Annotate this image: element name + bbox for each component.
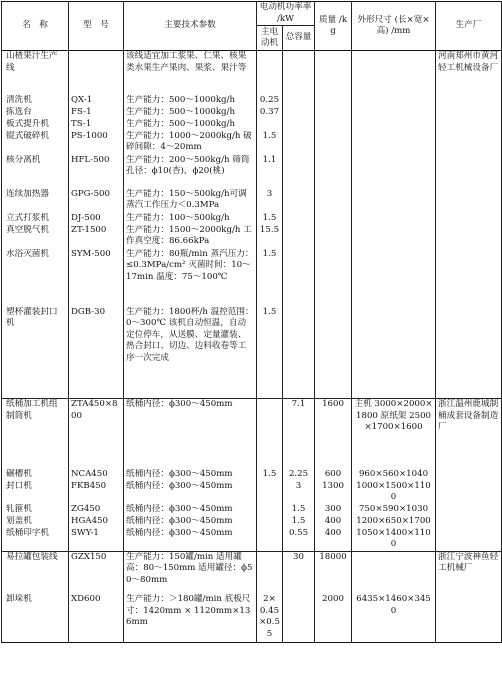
name-cell: 纸桶加工机组 制筒机 bbox=[2, 399, 69, 469]
table-row bbox=[2, 481, 502, 504]
table-row bbox=[2, 399, 502, 469]
dims-cell: 主机 3000×2000×1800 原纸架 2500×1700×1600 bbox=[352, 399, 436, 469]
power-total-cell: 0.55 bbox=[283, 528, 315, 552]
model-cell: SWY-1 bbox=[69, 528, 124, 552]
name-cell: 塑杯灌装封口机 bbox=[2, 307, 69, 399]
model-cell: SYM-500 bbox=[69, 249, 124, 307]
params-cell: 纸桶内径：ϕ300～450mm bbox=[124, 469, 257, 481]
table-row bbox=[2, 504, 502, 516]
mass-cell bbox=[315, 107, 352, 119]
table-row bbox=[2, 307, 502, 399]
table-row bbox=[2, 95, 502, 107]
dims-cell bbox=[352, 189, 436, 213]
params-cell: 生产能力：150～500kg/h可调 蒸汽工作压力＜0.3MPa bbox=[124, 189, 257, 213]
mass-cell: 300 bbox=[315, 504, 352, 516]
mass-cell bbox=[315, 95, 352, 107]
power-main-cell: 15.5 bbox=[257, 225, 283, 249]
model-cell: ZG450 bbox=[69, 504, 124, 516]
params-cell: 纸桶内径：ϕ300～450mm bbox=[124, 516, 257, 528]
mass-cell: 1600 bbox=[315, 399, 352, 469]
name-cell: 水浴灭菌机 bbox=[2, 249, 69, 307]
name-cell: 板式提升机 bbox=[2, 119, 69, 131]
name-cell: 卸垛机 bbox=[2, 594, 69, 642]
power-total-cell bbox=[283, 95, 315, 107]
model-cell: PS-1000 bbox=[69, 131, 124, 155]
params-cell: 生产能力：＞180罐/min 底板尺寸：1420mm × 1120mm×136mm bbox=[124, 594, 257, 642]
table-row bbox=[2, 551, 502, 594]
power-total-cell: 1.5 bbox=[283, 504, 315, 516]
name-cell: 锟式破碎机 bbox=[2, 131, 69, 155]
model-cell: DJ-500 bbox=[69, 213, 124, 225]
power-main-cell: 1.5 bbox=[257, 213, 283, 225]
mass-cell bbox=[315, 189, 352, 213]
model-cell: HGA450 bbox=[69, 516, 124, 528]
model-cell: FKB450 bbox=[69, 481, 124, 504]
power-total-cell: 30 bbox=[283, 551, 315, 594]
power-main-cell: 1.5 bbox=[257, 307, 283, 399]
model-cell: QX-1 bbox=[69, 95, 124, 107]
params-cell: 生产能力：1800杯/h 温控范围：0～300℃ 该机自动恒温，自动定位停车，从送膜、定量灌装、热合封口、切边、边料收卷等工序一次完成 bbox=[124, 307, 257, 399]
power-total-cell bbox=[283, 155, 315, 189]
params-cell: 纸桶内径：ϕ300～450mm bbox=[124, 399, 257, 469]
table-row bbox=[2, 107, 502, 119]
power-main-cell bbox=[257, 51, 283, 95]
power-total-cell bbox=[283, 307, 315, 399]
dims-cell: 1200×650×1700 bbox=[352, 516, 436, 528]
mass-cell bbox=[315, 307, 352, 399]
model-cell: FS-1 bbox=[69, 107, 124, 119]
dims-cell: 960×560×1040 bbox=[352, 469, 436, 481]
power-main-cell bbox=[257, 119, 283, 131]
header-model: 型 号 bbox=[69, 2, 124, 51]
power-total-cell bbox=[283, 213, 315, 225]
name-cell: 真空脱气机 bbox=[2, 225, 69, 249]
name-cell: 碾槽机 bbox=[2, 469, 69, 481]
mass-cell bbox=[315, 249, 352, 307]
table-row bbox=[2, 594, 502, 642]
name-cell: 划盖机 bbox=[2, 516, 69, 528]
mass-cell bbox=[315, 213, 352, 225]
header-mass: 质量 /kg bbox=[315, 2, 352, 51]
model-cell: HFL-500 bbox=[69, 155, 124, 189]
power-main-cell bbox=[257, 399, 283, 469]
table-row bbox=[2, 155, 502, 189]
dims-cell bbox=[352, 155, 436, 189]
params-cell: 生产能力：80瓶/min 蒸汽压力：≤0.3MPa/cm² 灭菌时间：10～17min 温度：75～100℃ bbox=[124, 249, 257, 307]
params-cell: 生产能力：500～1000kg/h bbox=[124, 107, 257, 119]
power-total-cell: 3 bbox=[283, 481, 315, 504]
dims-cell bbox=[352, 551, 436, 594]
power-main-cell bbox=[257, 516, 283, 528]
dims-cell: 750×590×1030 bbox=[352, 504, 436, 516]
name-cell: 连续加热器 bbox=[2, 189, 69, 213]
power-main-cell bbox=[257, 504, 283, 516]
params-cell: 生产能力：500～1000kg/h bbox=[124, 95, 257, 107]
power-main-cell: 1.5 bbox=[257, 131, 283, 155]
dims-cell: 6435×1460×3450 bbox=[352, 594, 436, 642]
mass-cell bbox=[315, 131, 352, 155]
power-total-cell: 2.25 bbox=[283, 469, 315, 481]
model-cell: GPG-500 bbox=[69, 189, 124, 213]
power-main-cell: 0.25 bbox=[257, 95, 283, 107]
mass-cell: 400 bbox=[315, 528, 352, 552]
mass-cell: 600 bbox=[315, 469, 352, 481]
model-cell bbox=[69, 51, 124, 95]
table-row bbox=[2, 51, 502, 95]
mass-cell bbox=[315, 225, 352, 249]
mass-cell: 400 bbox=[315, 516, 352, 528]
name-cell: 拣选台 bbox=[2, 107, 69, 119]
power-total-cell: 1.5 bbox=[283, 516, 315, 528]
power-main-cell bbox=[257, 551, 283, 594]
mass-cell: 2000 bbox=[315, 594, 352, 642]
name-cell: 立式打浆机 bbox=[2, 213, 69, 225]
dims-cell: 1000×1500×1100 bbox=[352, 481, 436, 504]
power-main-cell: 1.5 bbox=[257, 469, 283, 481]
model-cell: TS-1 bbox=[69, 119, 124, 131]
table-row bbox=[2, 225, 502, 249]
name-cell: 轧箍机 bbox=[2, 504, 69, 516]
name-cell: 核分离机 bbox=[2, 155, 69, 189]
power-main-cell bbox=[257, 528, 283, 552]
dims-cell bbox=[352, 131, 436, 155]
params-cell: 纸桶内径：ϕ300～450mm bbox=[124, 504, 257, 516]
power-total-cell: 7.1 bbox=[283, 399, 315, 469]
dims-cell: 1050×1400×1100 bbox=[352, 528, 436, 552]
maker-cell: 浙江温州鹿城制桶成套设备制造厂 bbox=[436, 399, 502, 552]
mass-cell bbox=[315, 155, 352, 189]
power-total-cell bbox=[283, 107, 315, 119]
params-cell: 纸桶内径：ϕ300～450mm bbox=[124, 481, 257, 504]
table-row bbox=[2, 528, 502, 552]
model-cell: DGB-30 bbox=[69, 307, 124, 399]
maker-cell: 河南郑州市黄河轻工机械设备厂 bbox=[436, 51, 502, 399]
dims-cell bbox=[352, 307, 436, 399]
dims-cell bbox=[352, 119, 436, 131]
name-cell: 清洗机 bbox=[2, 95, 69, 107]
dims-cell bbox=[352, 213, 436, 225]
name-cell: 易拉罐包装线 bbox=[2, 551, 69, 594]
power-main-cell: 1.5 bbox=[257, 249, 283, 307]
params-cell: 生产能力：1500～2000kg/h 工作真空度：86.66kPa bbox=[124, 225, 257, 249]
header-dims: 外形尺寸 (长×宽×高) /mm bbox=[352, 2, 436, 51]
params-cell: 生产能力：100～500kg/h bbox=[124, 213, 257, 225]
power-main-cell: 1.1 bbox=[257, 155, 283, 189]
power-total-cell bbox=[283, 189, 315, 213]
power-main-cell: 0.37 bbox=[257, 107, 283, 119]
power-main-cell bbox=[257, 481, 283, 504]
params-cell: 纸桶内径：ϕ300～450mm bbox=[124, 528, 257, 552]
table-row bbox=[2, 516, 502, 528]
power-total-cell bbox=[283, 249, 315, 307]
dims-cell bbox=[352, 225, 436, 249]
name-cell: 山楂果汁生产线 bbox=[2, 51, 69, 95]
power-total-cell bbox=[283, 51, 315, 95]
dims-cell bbox=[352, 249, 436, 307]
table-row bbox=[2, 131, 502, 155]
mass-cell bbox=[315, 51, 352, 95]
table-row bbox=[2, 249, 502, 307]
dims-cell bbox=[352, 51, 436, 95]
header-maker: 生产厂 bbox=[436, 2, 502, 51]
name-cell: 封口机 bbox=[2, 481, 69, 504]
power-main-cell: 2× 0.45 ×0.55 bbox=[257, 594, 283, 642]
equipment-spec-table bbox=[1, 1, 502, 643]
table-row bbox=[2, 213, 502, 225]
params-cell: 生产能力：200～500kg/h 筛筒孔径：ϕ10(杏)，ϕ20(桃) bbox=[124, 155, 257, 189]
table-row bbox=[2, 189, 502, 213]
params-cell: 生产能力：1000～2000kg/h 破碎间隙：4～20mm bbox=[124, 131, 257, 155]
header-power-total: 总容量 bbox=[283, 26, 315, 51]
power-main-cell: 3 bbox=[257, 189, 283, 213]
header-name: 名 称 bbox=[2, 2, 69, 51]
params-cell: 生产能力：150罐/min 适用罐高：80～150mm 适用罐径：ϕ50～80mm bbox=[124, 551, 257, 594]
dims-cell bbox=[352, 95, 436, 107]
mass-cell: 1300 bbox=[315, 481, 352, 504]
model-cell: ZTA450×800 bbox=[69, 399, 124, 469]
dims-cell bbox=[352, 107, 436, 119]
power-total-cell bbox=[283, 119, 315, 131]
maker-cell: 浙江宁波神鱼轻工机械厂 bbox=[436, 551, 502, 642]
power-total-cell bbox=[283, 594, 315, 642]
model-cell: NCA450 bbox=[69, 469, 124, 481]
model-cell: XD600 bbox=[69, 594, 124, 642]
header-params: 主要技术参数 bbox=[124, 2, 257, 51]
mass-cell bbox=[315, 119, 352, 131]
model-cell: GZX150 bbox=[69, 551, 124, 594]
power-total-cell bbox=[283, 131, 315, 155]
mass-cell: 18000 bbox=[315, 551, 352, 594]
model-cell: ZT-1500 bbox=[69, 225, 124, 249]
params-cell: 生产能力：500～1000kg/h bbox=[124, 119, 257, 131]
header-power: 电动机功率率 /kW bbox=[257, 2, 315, 26]
name-cell: 纸桶印字机 bbox=[2, 528, 69, 552]
table-row bbox=[2, 119, 502, 131]
params-cell: 该线适宜加工浆果、仁果、核果类水果生产果肉、果浆、果汁等 bbox=[124, 51, 257, 95]
table-body bbox=[2, 51, 502, 643]
table-row bbox=[2, 469, 502, 481]
power-total-cell bbox=[283, 225, 315, 249]
header-power-main: 主电动机 bbox=[257, 26, 283, 51]
